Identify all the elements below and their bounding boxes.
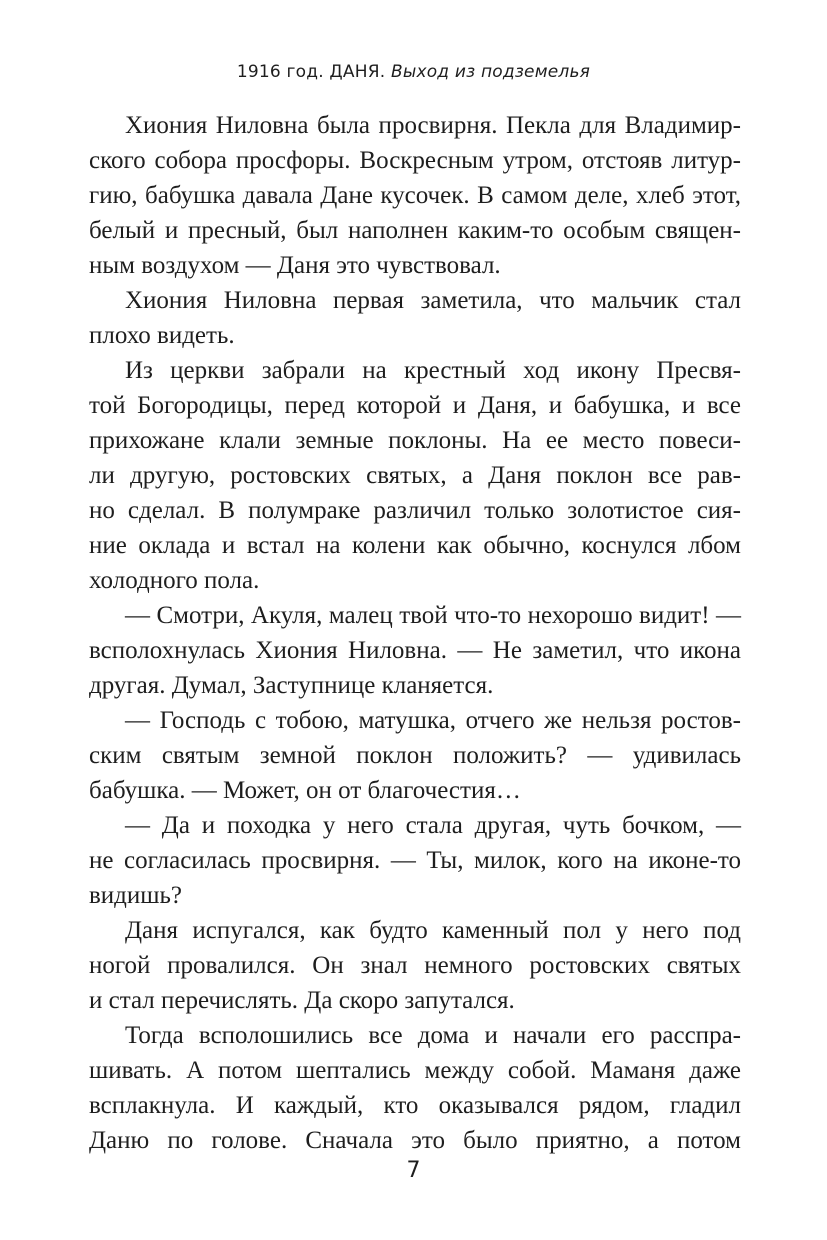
text-line: холодного пола. [89,567,260,594]
text-line: ным воздухом — Даня это чувствовал. [89,252,501,279]
text-line: ние оклада и встал на колени как обычно, коснулся лбом [89,532,741,559]
text-line: ским святым земной поклон положить? — удивилась [89,742,741,769]
text-line: но сделал. В полумраке различил только золотистое сия- [89,497,741,524]
text-line: — Смотри, Акуля, малец твой что-то нехорошо видит! — [125,602,741,629]
running-head-title: Выход из подземелья [390,62,591,82]
text-line: Даня испугался, как будто каменный пол у него под [125,917,741,944]
paragraph [89,353,741,598]
paragraph [89,703,741,808]
text-line: прихожане клали земные поклоны. На ее место повеси- [89,427,741,454]
text-line: бабушка. — Может, он от благочестия… [89,777,521,804]
text-line: Даню по голове. Сначала это было приятно, а потом [89,1127,741,1154]
text-line: и стал перечислять. Да скоро запутался. [89,987,515,1014]
running-head-chapter: 1916 год. ДАНЯ. [236,62,386,82]
text-line: белый и пресный, был наполнен каким-то особым священ- [89,217,741,244]
text-line: шивать. А потом шептались между собой. Маманя даже [89,1057,741,1084]
text-line: гию, бабушка давала Дане кусочек. В самом деле, хлеб этот, [89,182,741,209]
text-line: Хиония Ниловна первая заметила, что мальчик стал [125,287,741,314]
text-line: Хиония Ниловна была просвирня. Пекла для Владимир- [125,112,741,139]
text-line: всполохнулась Хиония Ниловна. — Не заметил, что икона [89,637,741,664]
text-line: той Богородицы, перед которой и Даня, и бабушка, и все [89,392,741,419]
text-line: ногой провалился. Он знал немного ростовских святых [89,952,741,979]
paragraph [89,913,741,1018]
paragraph [89,108,741,283]
text-line: не согласилась просвирня. — Ты, милок, кого на иконе-то [89,847,741,874]
text-line: Тогда всполошились все дома и начали его расспра- [125,1022,741,1049]
text-line: другая. Думал, Заступнице кланяется. [89,672,494,699]
paragraph [89,808,741,913]
text-line: — Господь с тобою, матушка, отчего же нельзя ростов- [125,707,741,734]
paragraph [89,283,741,353]
paragraph [89,598,741,703]
running-head [0,62,827,82]
text-line: ского собора просфоры. Воскресным утром, отстояв литур- [89,147,741,174]
text-line: плохо видеть. [89,322,235,349]
paragraph [89,1018,741,1158]
body-text [89,108,741,1158]
text-line: — Да и походка у него стала другая, чуть бочком, — [125,812,741,839]
page-number: 7 [406,1158,421,1183]
text-line: ли другую, ростовских святых, а Даня поклон все рав- [89,462,741,489]
text-line: всплакнула. И каждый, кто оказывался рядом, гладил [89,1092,741,1119]
text-line: видишь? [89,882,183,909]
text-line: Из церкви забрали на крестный ход икону Пресвя- [125,357,741,384]
